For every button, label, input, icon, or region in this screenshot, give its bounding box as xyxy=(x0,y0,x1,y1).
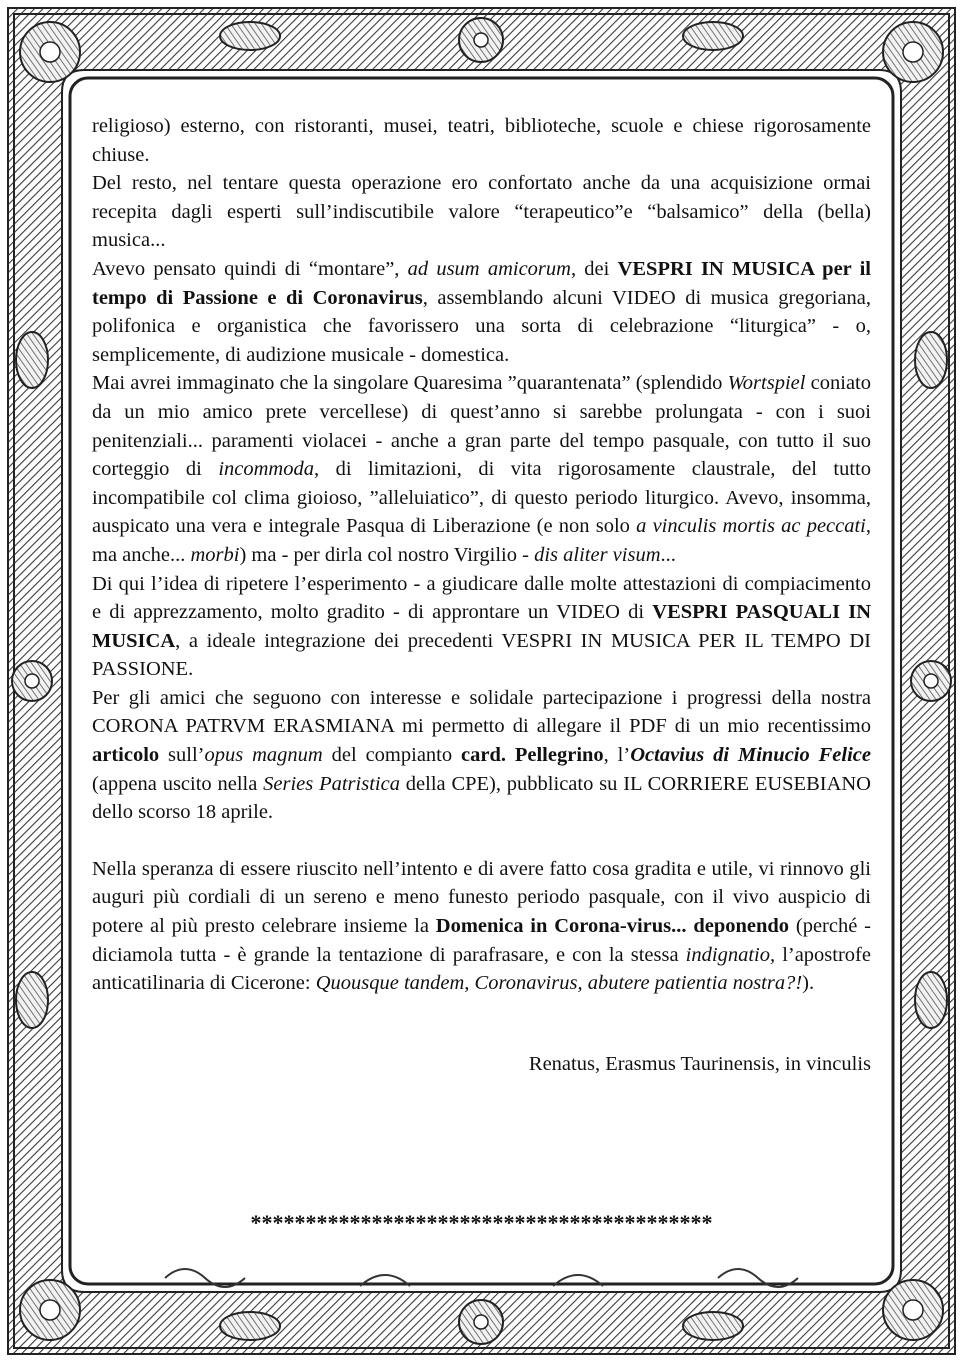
letter-body xyxy=(92,112,871,1078)
paragraph: Del resto, nel tentare questa operazione ero confortato anche da una acquisizione ormai recepita dagli esperti sull’indiscutibile valore “terapeutico”e “balsamico” della (bella) musica... xyxy=(92,172,871,252)
paragraph: Per gli amici che seguono con interesse e solidale partecipazione i progressi della nostra CORONA PATRVM ERASMIANA mi permetto di allegare il PDF di un mio recentissimo articolo sull’opus magnum del compianto card. Pellegrino, l’Octavius di Minucio Felice (appena uscito nella Series Patristica della CPE), pubblicato su IL CORRIERE EUSEBIANO dello scorso 18 aprile. xyxy=(92,686,871,824)
spacer xyxy=(92,827,871,855)
signature: Renatus, Erasmus Taurinensis, in vinculis xyxy=(528,1052,871,1075)
paragraph: religioso) esterno, con ristoranti, musei, teatri, biblioteche, scuole e chiese rigorosamente chiuse. xyxy=(92,115,871,166)
paragraph: Mai avrei immaginato che la singolare Quaresima ”quarantenata” (splendido Wortspiel coniato da un mio amico prete vercellese) di quest’anno si sarebbe prolungata - con i suoi penitenziali... paramenti violacei - anche a gran parte del tempo pasquale, con tutto il suo corteggio di incommoda, di limitazioni, di vita rigorosamente claustrale, del tutto incompatibile col clima gioioso, ”alleluiatico”, di questo periodo liturgico. Avevo, insomma, auspicato una vera e integrale Pasqua di Liberazione (e non solo a vinculis mortis ac peccati, ma anche... morbi) ma - per dirla col nostro Virgilio - dis aliter visum... xyxy=(92,372,872,566)
paragraph: Nella speranza di essere riuscito nell’intento e di avere fatto cosa gradita e utile, vi rinnovo gli auguri più cordiali di un sereno e meno funesto periodo pasquale, con il vivo auspicio di potere al più presto celebrare insieme la Domenica in Corona-virus... deponendo (perché - diciamola tutta - è grande la tentazione di parafrasare, e con la stessa indignatio, l’apostrofe anticatilinaria di Cicerone: Quousque tandem, Coronavirus, abutere patientia nostra?!). xyxy=(92,857,871,995)
separator: ****************************************** xyxy=(250,1210,713,1235)
paragraph: Avevo pensato quindi di “montare”, ad usum amicorum, dei VESPRI IN MUSICA per il tempo di Passione e di Coronavirus, assemblando alcuni VIDEO di musica gregoriana, polifonica e organistica che favorissero una sorta di celebrazione “liturgica” - o, semplicemente, di audizione musicale - domestica. xyxy=(92,257,871,366)
paragraph: Di qui l’idea di ripetere l’esperimento - a giudicare dalle molte attestazioni di compiacimento e di apprezzamento, molto gradito - di approntare un VIDEO di VESPRI PASQUALI IN MUSICA, a ideale integrazione dei precedenti VESPRI IN MUSICA PER IL TEMPO DI PASSIONE. xyxy=(92,572,872,681)
